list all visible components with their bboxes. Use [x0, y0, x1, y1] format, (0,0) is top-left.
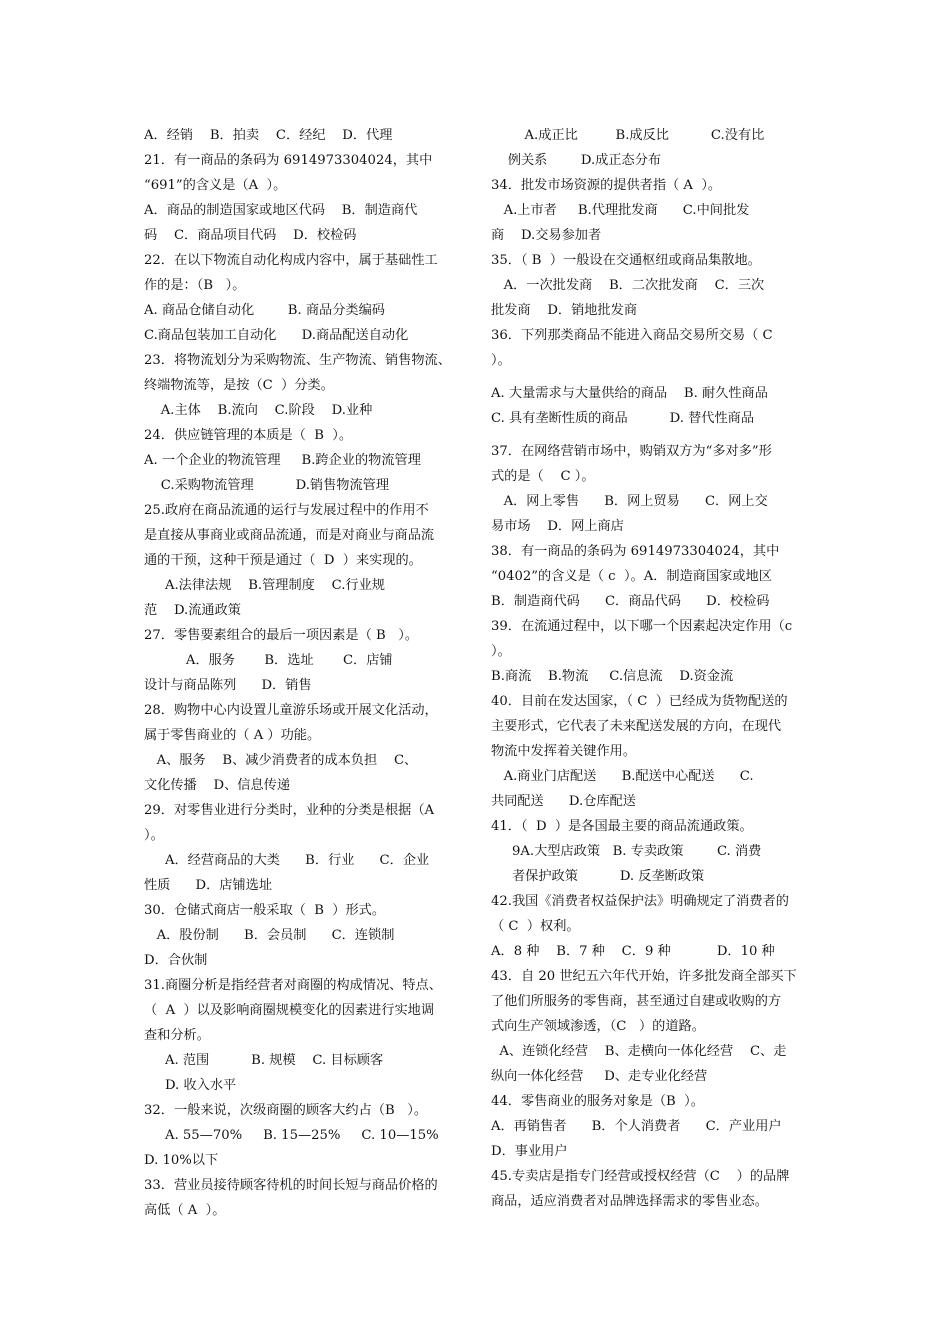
text-line: 终端物流等，是按（C ）分类。 [144, 378, 334, 393]
text-line: A、服务 B、减少消费者的成本负担 C、 [144, 753, 418, 768]
text-line: A．再销售者 B．个人消费者 C．产业用户 [491, 1119, 782, 1134]
text-line: 32．一般来说，次级商圈的顾客大约占（B ）。 [144, 1103, 428, 1118]
text-line: ）。 [491, 644, 511, 659]
text-line: A. 一个企业的物流管理 B.跨企业的物流管理 [144, 453, 421, 468]
text-line: 者保护政策 D. 反垄断政策 [491, 869, 705, 884]
text-line: 43．自 20 世纪五六年代开始，许多批发商全部买下 [491, 969, 797, 984]
text-line: 码 C．商品项目代码 D．校检码 [144, 228, 357, 243]
text-line: A．8 种 B．7 种 C．9 种 D．10 种 [491, 944, 775, 959]
text-line: D．事业用户 [491, 1144, 568, 1159]
text-line: 22．在以下物流自动化构成内容中，属于基础性工 [144, 253, 438, 268]
text-line: 商品，适应消费者对品牌选择需求的零售业态。 [491, 1194, 768, 1209]
text-line: A．经营商品的大类 B．行业 C．企业 [144, 853, 430, 868]
left-column [144, 123, 462, 1223]
text-line: C.采购物流管理 D.销售物流管理 [144, 478, 390, 493]
text-line: A. 商品仓储自动化 B. 商品分类编码 [144, 303, 385, 318]
text-line: C.商品包装加工自动化 D.商品配送自动化 [144, 328, 409, 343]
text-line: A、连锁化经营 B、走横向一体化经营 C、走 [491, 1044, 787, 1059]
text-line: A．网上零售 B．网上贸易 C．网上交 [491, 494, 768, 509]
text-line: 通的干预，这种干预是通过（ D ）来实现的。 [144, 553, 422, 568]
text-line: A．经销 B．拍卖 C．经纪 D．代理 [144, 128, 393, 143]
text-line: D. 10%以下 [144, 1153, 219, 1168]
text-line: ）。 [144, 828, 164, 843]
text-line: 式向生产领域渗透，（C ）的道路。 [491, 1019, 705, 1034]
text-line: 39．在流通过程中，以下哪一个因素起决定作用（c [491, 619, 793, 634]
text-line: 36．下列那类商品不能进入商品交易所交易（ C [491, 328, 773, 343]
text-line: “691”的含义是（A ）。 [144, 178, 287, 193]
text-line: 44．零售商业的服务对象是（B ）。 [491, 1094, 704, 1109]
text-line: A. 55—70% B. 15—25% C. 10—15% [144, 1128, 439, 1143]
text-line: A．商品的制造国家或地区代码 B．制造商代 [144, 203, 418, 218]
text-line: 31.商圈分析是指经营者对商圈的构成情况、特点、 [144, 978, 442, 993]
text-line: 纵向一体化经营 D、走专业化经营 [491, 1069, 708, 1084]
text-line: 物流中发挥着关键作用。 [491, 744, 637, 759]
text-line: 29．对零售业进行分类时，业种的分类是根据（A [144, 803, 435, 818]
text-line: 是直接从事商业或商品流通，而是对商业与商品流 [144, 528, 435, 543]
text-line: 40．目前在发达国家，（ C ）已经成为货物配送的 [491, 694, 788, 709]
text-line: ）。 [491, 353, 511, 368]
text-line: A．一次批发商 B．二次批发商 C．三次 [491, 278, 765, 293]
text-line: “0402”的含义是（ c ）。A．制造商国家或地区 [491, 569, 772, 584]
text-line: 38．有一商品的条码为 6914973304024，其中 [491, 544, 780, 559]
text-line: 23．将物流划分为采购物流、生产物流、销售物流、 [144, 353, 451, 368]
text-line: A．服务 B．选址 C．店铺 [144, 653, 393, 668]
text-line: D. 收入水平 [144, 1078, 237, 1093]
text-line: 批发商 D．销地批发商 [491, 303, 638, 318]
text-line: 37．在网络营销市场中，购销双方为“多对多”形 [491, 444, 772, 459]
text-line: 商 D.交易参加者 [491, 228, 602, 243]
paragraph-gap [491, 373, 809, 381]
right-column [491, 123, 809, 1214]
text-line: 作的是：（B ）。 [144, 278, 246, 293]
text-line: 9A.大型店政策 B. 专卖政策 C. 消费 [491, 844, 762, 859]
text-line: 25.政府在商品流通的运行与发展过程中的作用不 [144, 503, 429, 518]
text-line: A.主体 B.流向 C.阶段 D.业种 [144, 403, 373, 418]
text-line: 30．仓储式商店一般采取（ B ）形式。 [144, 903, 386, 918]
text-line: 共同配送 D.仓库配送 [491, 794, 636, 809]
text-line: 45.专卖店是指专门经营或授权经营（C ）的品牌 [491, 1169, 790, 1184]
text-line: 33．营业员接待顾客待机的时间长短与商品价格的 [144, 1178, 438, 1193]
text-line: A.上市者 B.代理批发商 C.中间批发 [491, 203, 750, 218]
text-line: 42.我国《消费者权益保护法》明确规定了消费者的 [491, 894, 789, 909]
text-line: 主要形式，它代表了未来配送发展的方向，在现代 [491, 719, 782, 734]
text-line: 查和分析。 [144, 1028, 210, 1043]
text-line: A．股份制 B．会员制 C．连锁制 [144, 928, 395, 943]
text-line: 27．零售要素组合的最后一项因素是（ B ）。 [144, 628, 419, 643]
text-line: D．合伙制 [144, 953, 208, 968]
text-line: 例关系 D.成正态分布 [491, 153, 662, 168]
text-line: 34．批发市场资源的提供者指（ A ）。 [491, 178, 722, 193]
text-line: 24．供应链管理的本质是（ B ）。 [144, 428, 353, 443]
text-line: B．制造商代码 C．商品代码 D．校检码 [491, 594, 770, 609]
text-line: （ A ）以及影响商圈规模变化的因素进行实地调 [144, 1003, 435, 1018]
text-line: C. 具有垄断性质的商品 D. 替代性商品 [491, 411, 755, 426]
text-line: A. 范围 B. 规模 C. 目标顾客 [144, 1053, 384, 1068]
text-line: 21．有一商品的条码为 6914973304024，其中 [144, 153, 433, 168]
text-line: 35．（ B ）一般设在交通枢纽或商品集散地。 [491, 253, 761, 268]
text-line: 高低（ A ）。 [144, 1203, 226, 1218]
paragraph-gap [491, 431, 809, 439]
text-line: 28．购物中心内设置儿童游乐场或开展文化活动， [144, 703, 438, 718]
text-line: B.商流 B.物流 C.信息流 D.资金流 [491, 669, 734, 684]
text-line: 式的是（ C ）。 [491, 469, 595, 484]
text-line: 性质 D．店铺选址 [144, 878, 273, 893]
text-line: A.成正比 B.成反比 C.没有比 [491, 128, 765, 143]
text-line: A.法律法规 B.管理制度 C.行业规 [144, 578, 385, 593]
text-line: A.商业门店配送 B.配送中心配送 C. [491, 769, 754, 784]
text-line: 范 D.流通政策 [144, 603, 241, 618]
text-line: 了他们所服务的零售商，甚至通过自建或收购的方 [491, 994, 782, 1009]
text-line: 设计与商品陈列 D．销售 [144, 678, 312, 693]
text-line: 文化传播 D、信息传递 [144, 778, 291, 793]
text-line: 属于零售商业的（ A ）功能。 [144, 728, 321, 743]
text-line: 易市场 D．网上商店 [491, 519, 624, 534]
text-line: （ C ）权利。 [491, 919, 580, 934]
text-line: 41．（ D ）是各国最主要的商品流通政策。 [491, 819, 753, 834]
text-line: A. 大量需求与大量供给的商品 B. 耐久性商品 [491, 386, 768, 401]
